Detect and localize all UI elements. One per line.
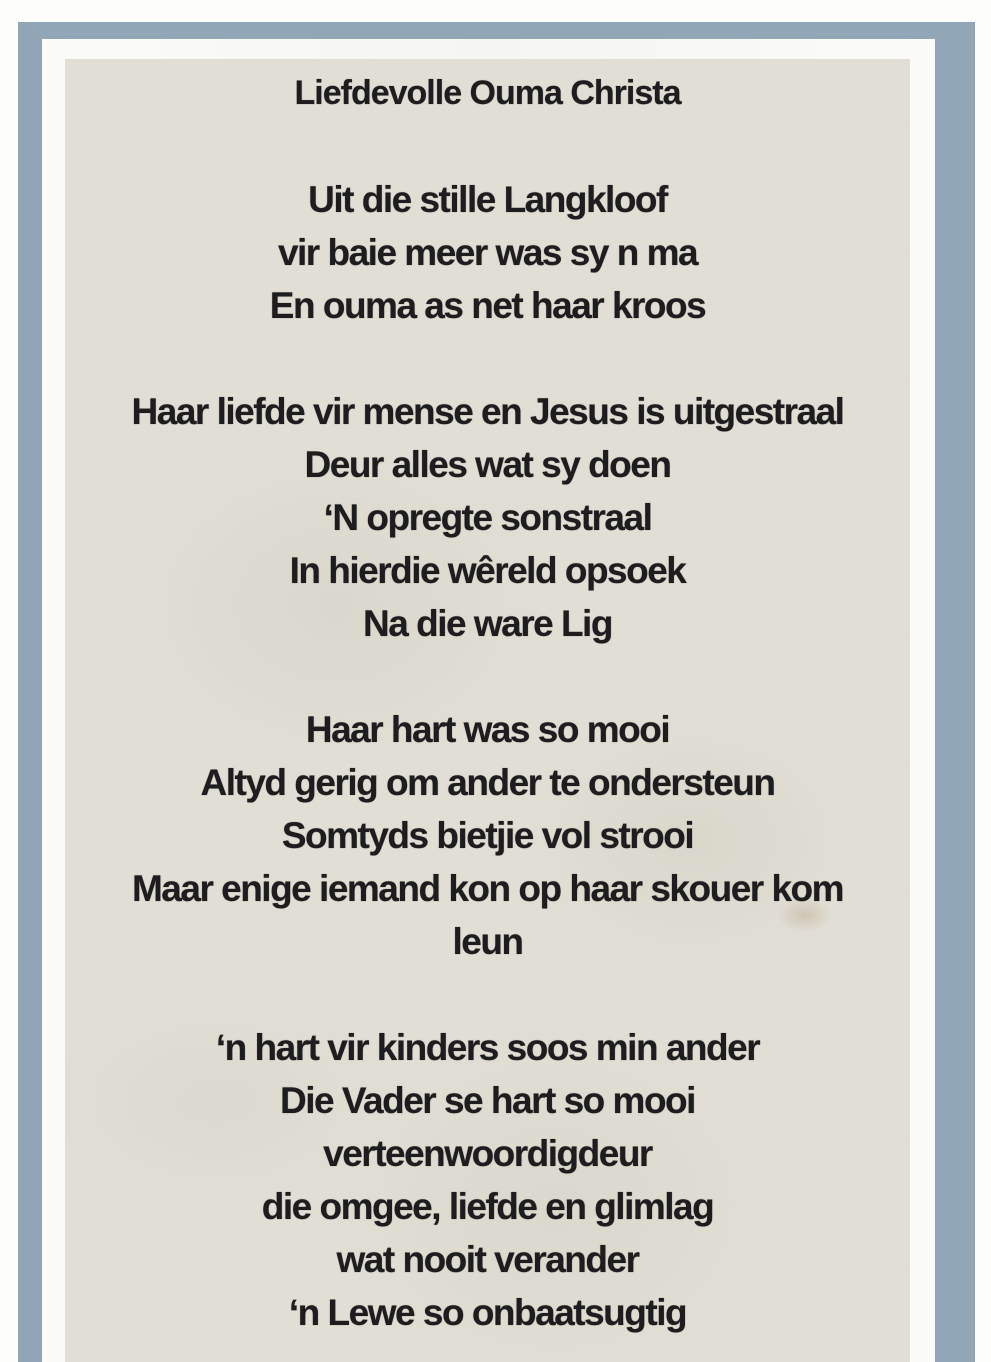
poem-line: ‘N opregte sonstraal — [323, 497, 652, 538]
poem-stanza-4 — [65, 1021, 910, 1339]
poem-line: Somtyds bietjie vol strooi — [281, 815, 694, 856]
poem-line: ‘n hart vir kinders soos min ander — [215, 1027, 760, 1068]
poem-line: Uit die stille Langkloof — [308, 179, 667, 220]
poem-line: wat nooit verander — [336, 1239, 639, 1280]
poem-line: In hierdie wêreld opsoek — [289, 550, 686, 591]
poem-line: leun — [452, 921, 523, 962]
poem-line: Deur alles wat sy doen — [304, 444, 671, 485]
poem-line: Maar enige iemand kon op haar skouer kom — [131, 868, 844, 909]
poem-line: ‘n Lewe so onbaatsugtig — [288, 1292, 687, 1333]
poem-line: Haar liefde vir mense en Jesus is uitgestraal — [131, 391, 844, 432]
poem-line: Die Vader se hart so mooi — [280, 1080, 695, 1121]
poem-stanza-1 — [65, 173, 910, 332]
poem-line: vir baie meer was sy n ma — [277, 232, 698, 273]
poem-line: Haar hart was so mooi — [305, 709, 670, 750]
poem-panel — [65, 59, 910, 1362]
poem-title: Liefdevolle Ouma Christa — [294, 74, 681, 112]
poem-line: verteenwoordigdeur — [323, 1133, 652, 1174]
poem-stanza-3 — [65, 703, 910, 968]
poem-line: die omgee, liefde en glimlag — [261, 1186, 714, 1227]
poem-line: Na die ware Lig — [363, 603, 612, 644]
poem-line: En ouma as net haar kroos — [269, 285, 706, 326]
poem-line: Altyd gerig om ander te ondersteun — [200, 762, 775, 803]
poem-stanza-2 — [65, 385, 910, 650]
